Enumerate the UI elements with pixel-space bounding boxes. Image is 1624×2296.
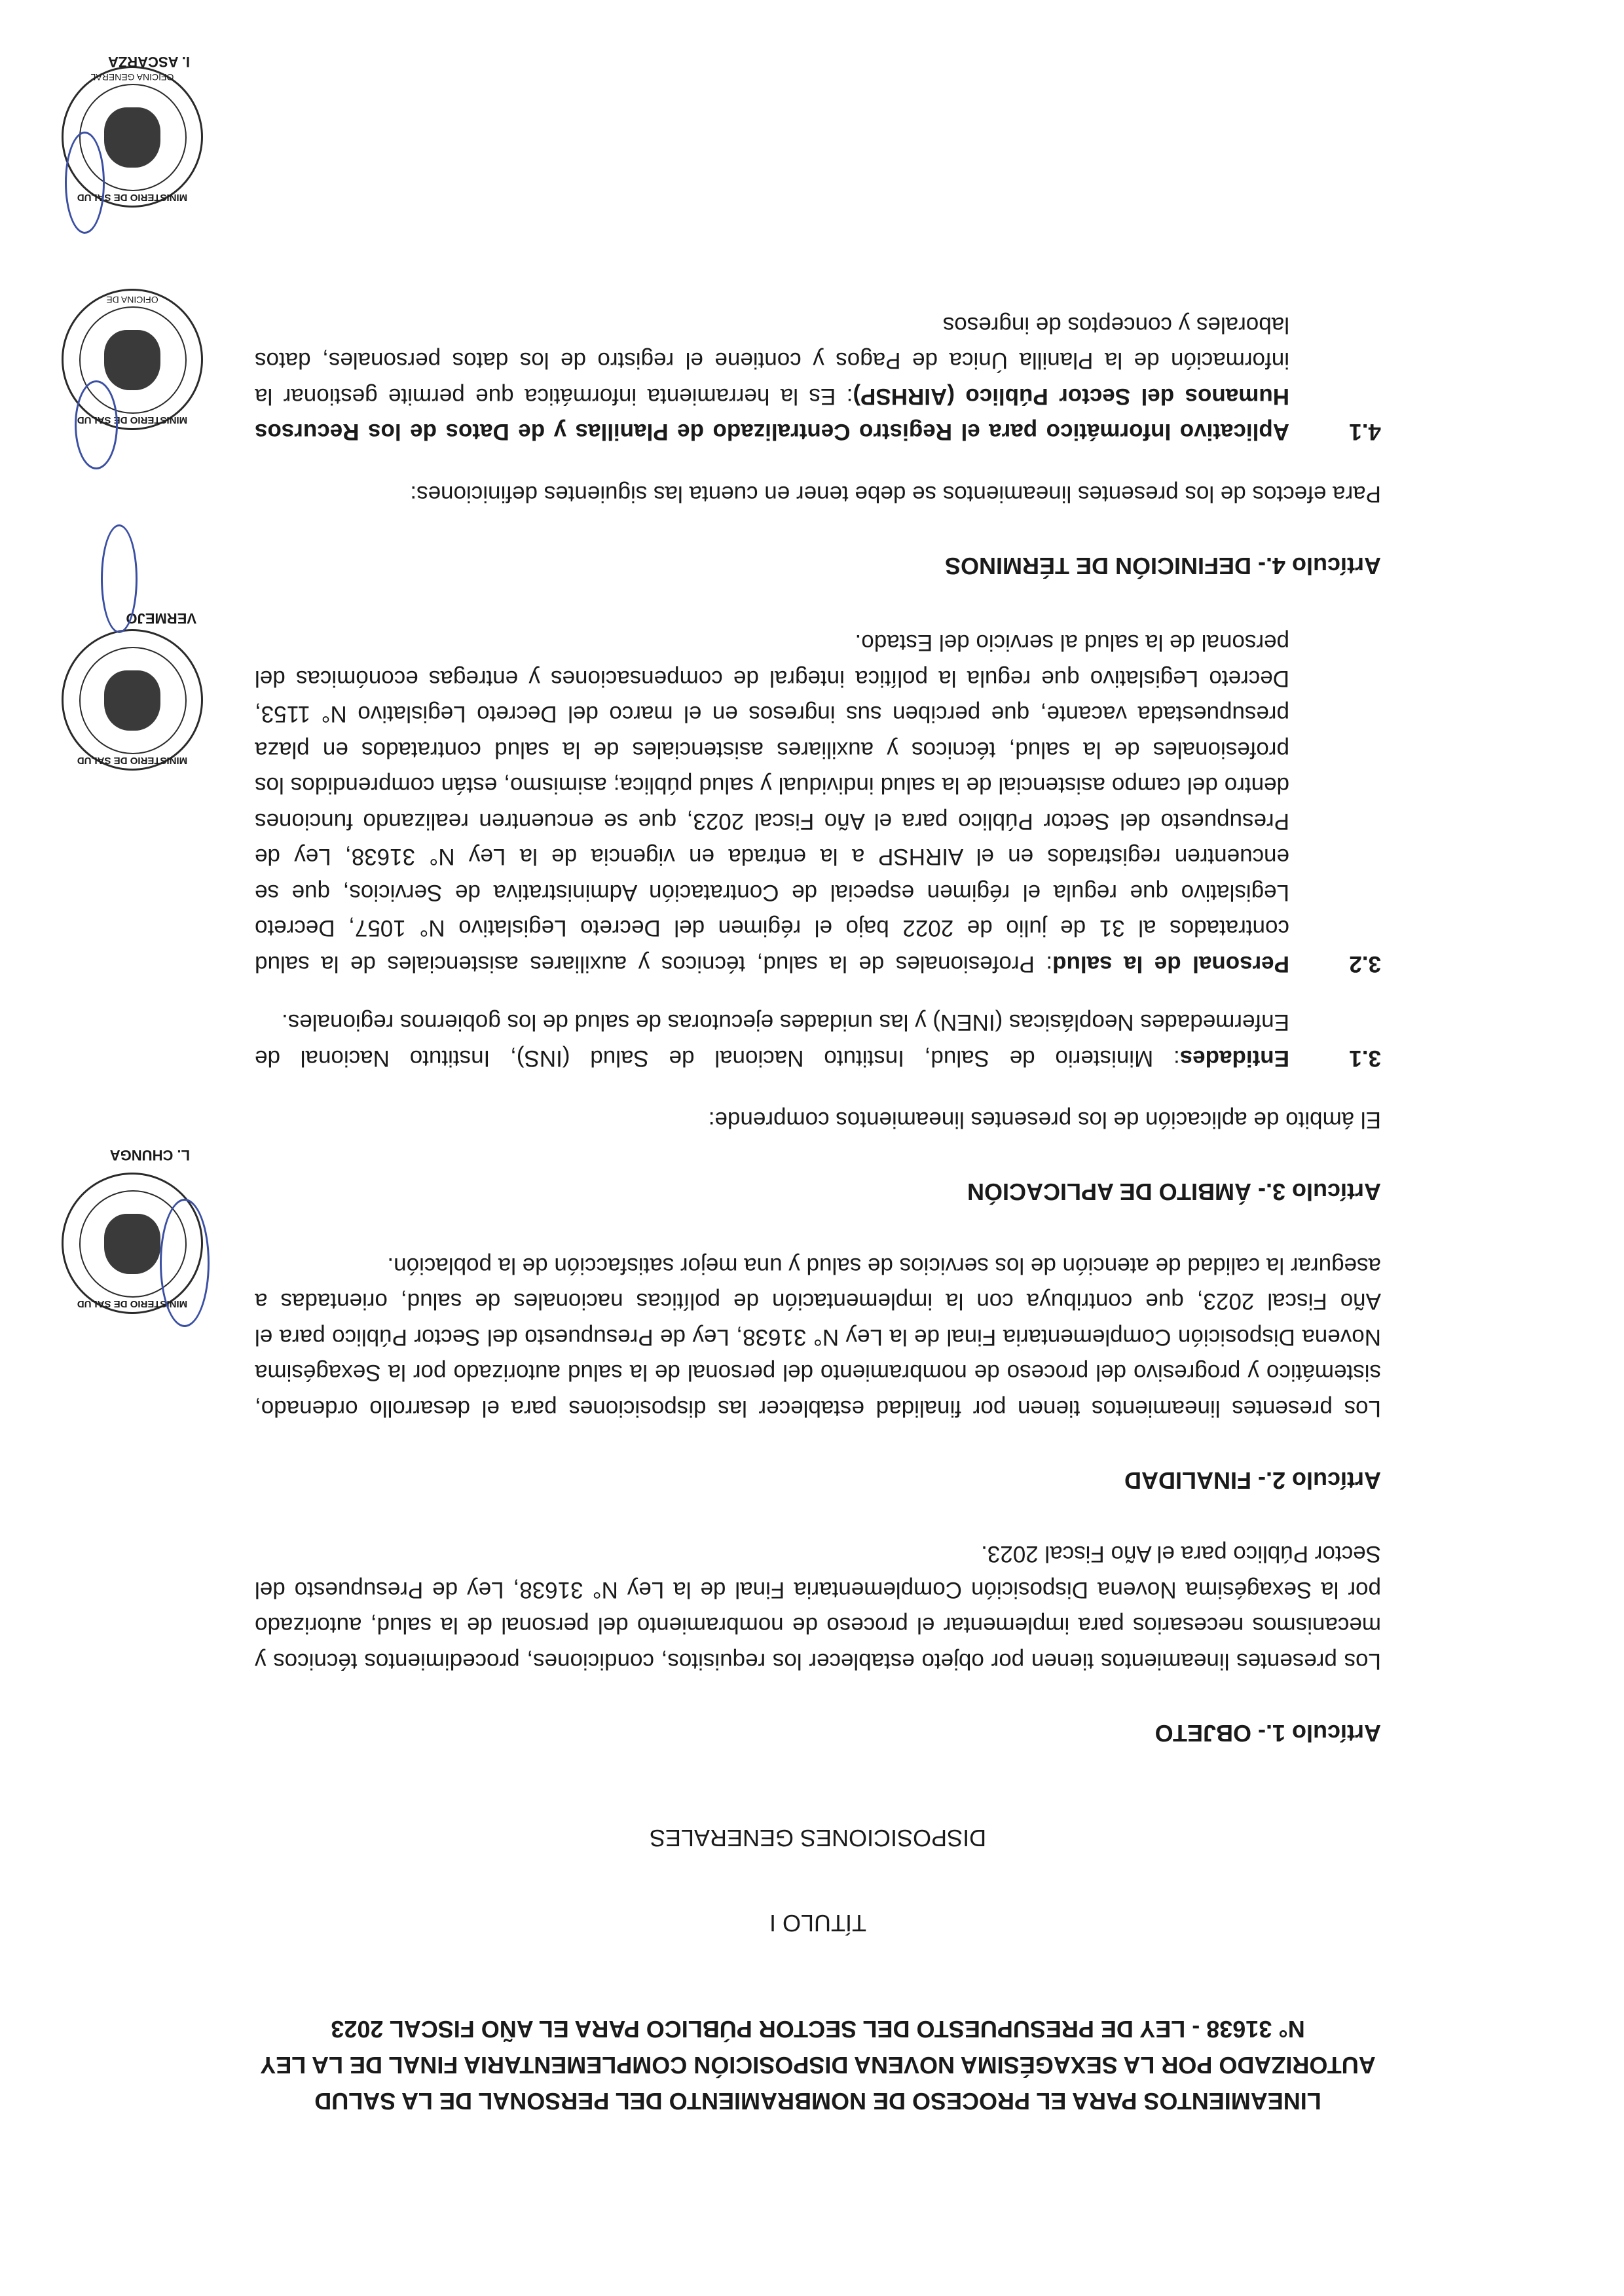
item-text: : Ministerio de Salud, Instituto Nacional de Salud (INS), Instituto Nacional de Enfermedades Neoplásicas (INEN) y las unidades ejecutoras de salud de los gobiernos regionales.: [255, 1010, 1289, 1071]
title-number: TÍTULO I: [769, 1910, 867, 1937]
item-text: : Es la herramienta informática que permite gestionar la información de la Planilla Única de Pagos y contiene el registro de los datos personales, datos laborales y conceptos de ingresos: [254, 312, 1289, 409]
emblem-icon: [104, 1214, 160, 1274]
stamp-label: MINISTERIO DE SALUD: [77, 414, 188, 426]
signature-scribble: [75, 380, 118, 469]
emblem-icon: [104, 330, 160, 390]
list-item: [255, 1004, 1381, 1076]
stamp-label: MINISTERIO DE SALUD: [77, 192, 188, 203]
official-stamp: [62, 629, 203, 771]
item-number: 3.1: [1349, 1046, 1381, 1071]
article-3-heading: Artículo 3.- ÁMBITO DE APLICACIÓN: [967, 1178, 1381, 1206]
list-item: [255, 625, 1381, 981]
article-3-intro: El ámbito de aplicación de los presentes lineamientos comprende:: [708, 1107, 1381, 1133]
article-4-intro: Para efectos de los presentes lineamientos se debe tener en cuenta las siguientes definiciones:: [410, 481, 1381, 507]
stamp-sublabel: OFICINA DE: [106, 295, 158, 305]
stamp-label: MINISTERIO DE SALUD: [77, 755, 188, 766]
article-1-heading: Artículo 1.- OBJETO: [1154, 1720, 1381, 1747]
signature-name: VERMEJO: [126, 610, 196, 627]
signature-scribble: [101, 524, 138, 633]
item-term: Entidades: [1179, 1046, 1289, 1071]
article-4-heading: Artículo 4.- DEFINICIÓN DE TÉRMINOS: [944, 553, 1381, 579]
article-2-text: Los presentes lineamientos tienen por finalidad establecer las disposiciones para el desarrollo ordenado, sistemático y progresivo del proceso de nombramiento del personal de la salud autorizado por la Sexagésima Novena Disposición Complementaria Final de la Ley N° 31638, Ley de Presupuesto del Sector Público para el Año Fiscal 2023, que contribuya con la implementación de políticas nacionales de salud, orientadas a asegurar la calidad de atención de los servicios de salud y una mejor satisfacción de la población.: [255, 1253, 1381, 1421]
stamp-label: MINISTERIO DE SALUD: [77, 1298, 188, 1309]
item-body: [255, 1004, 1289, 1076]
document-body: [255, 304, 1381, 2120]
item-term: Aplicativo Informático para el Registro Centralizado de Planillas y de Datos de los Recursos Humanos del Sector Público (AIRHSP): [255, 384, 1289, 445]
signature-scribble: [65, 132, 105, 234]
item-term: Personal de la salud: [1052, 951, 1289, 977]
title-subtitle: DISPOSICIONES GENERALES: [649, 1825, 987, 1851]
list-item: [255, 307, 1381, 450]
emblem-icon: [104, 670, 160, 731]
item-number: 3.2: [1349, 951, 1381, 977]
stamps-column: [20, 0, 216, 2296]
article-1-text: Los presentes lineamientos tienen por objeto establecer los requisitos, condiciones, procedimientos técnicos y mecanismos necesarios para implementar el proceso de nombramiento del personal de la salud, autorizado por la Sexagésima Novena Disposición Complementaria Final de la Ley N° 31638, Ley de Presupuesto del Sector Público para el Año Fiscal 2023.: [255, 1541, 1381, 1674]
item-body: [255, 307, 1289, 450]
item-text: : Profesionales de la salud, técnicos y auxiliares asistenciales de la salud contratados al 31 de julio de 2022 bajo el régimen del Decreto Legislativo N° 1057, Decreto Legislativo que regula el régimen especial de Contratación Administrativa de Servicios, que se encuentren registrados en el AIRHSP a la entrada en vigencia de la Ley N° 31638, Ley de Presupuesto del Sector Público para el Año Fiscal 2023, que se encuentren realizando funciones dentro del campo asistencial de la salud individual y salud pública; asimismo, están comprendidos los profesionales de la salud, técnicos y auxiliares asistenciales de la salud contratados en plaza presupuestada vacante, que perciben sus ingresos en el marco del Decreto Legislativo N° 1153, Decreto Legislativo que regula la política integral de compensaciones y entregas económicas del personal de la salud al servicio del Estado.: [255, 630, 1289, 977]
item-number: 4.1: [1349, 419, 1381, 445]
signature-name: I. ASCARZA: [107, 54, 190, 70]
signature-scribble: [160, 1199, 210, 1327]
emblem-icon: [104, 107, 160, 168]
article-2-heading: Artículo 2.- FINALIDAD: [1124, 1467, 1381, 1494]
stamp-sublabel: OFICINA GENERAL: [90, 72, 174, 82]
signature-name: L. CHUNGA: [109, 1147, 190, 1163]
document-title: LINEAMIENTOS PARA EL PROCESO DE NOMBRAMIENTO DEL PERSONAL DE LA SALUD AUTORIZADO POR LA SEXAGÉSIMA NOVENA DISPOSICIÓN COMPLEMENTARIA FINAL DE LA LEY N° 31638 - LEY DE PRESUPUESTO DEL SECTOR PÚBLICO PARA EL AÑO FISCAL 2023: [260, 2016, 1376, 2115]
item-body: [255, 625, 1289, 981]
